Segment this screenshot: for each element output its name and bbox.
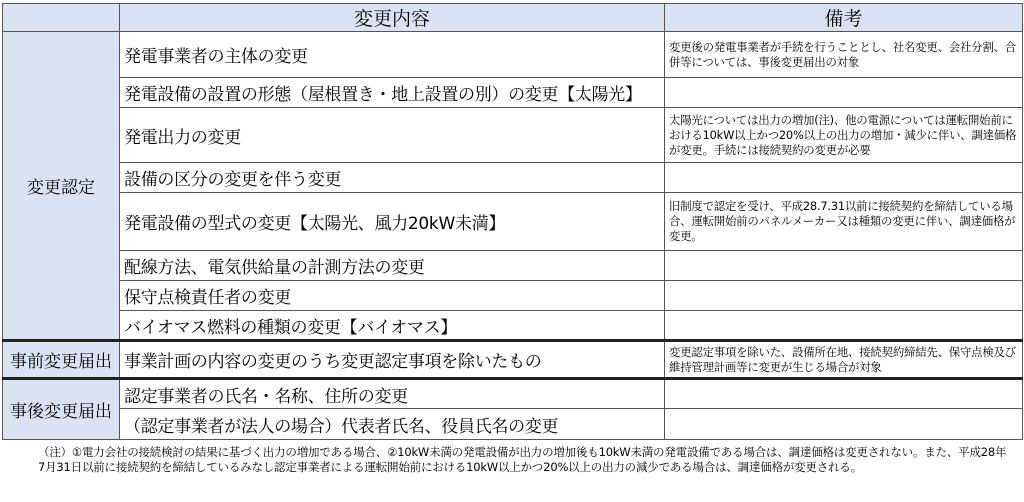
item-cell: 保守点検責任者の変更 [120,281,665,311]
table-row [3,311,1023,341]
item-cell: 発電出力の変更 [120,108,665,163]
header-row [3,4,1023,32]
remark-cell: 変更後の発電事業者が手続を行うこととし、社名変更、会社分割、合併等については、事後変更届出の対象 [665,32,1023,78]
remark-cell-empty [665,251,1023,281]
item-cell: バイオマス燃料の種類の変更【バイオマス】 [120,311,665,341]
item-cell: 設備の区分の変更を伴う変更 [120,163,665,193]
table-row [3,163,1023,193]
table-row [3,251,1023,281]
remark-cell-empty [665,379,1023,409]
remark-cell-empty [665,281,1023,311]
item-cell: 配線方法、電気供給量の計測方法の変更 [120,251,665,281]
footnote: （注）①電力会社の接続検討の結果に基づく出力の増加である場合、②10kW未満の発電設備が出力の増加後も10kW未満の発電設備である場合は、調達価格は変更されない。また、平成28年7月31日以前に接続契約を締結しているみなし認定事業者による運転開始前における10kW以上かつ20%以上の出力の減少である場合は、調達価格が変更される。 [38,445,1007,474]
group-label-prior-notification: 事前変更届出 [3,341,120,379]
remark-cell-empty [665,409,1023,440]
table-row [3,341,1023,379]
remark-cell-empty [665,311,1023,341]
item-cell: 発電設備の設置の形態（屋根置き・地上設置の別）の変更【太陽光】 [120,78,665,108]
remark-cell: 変更認定事項を除いた、設備所在地、接続契約締結先、保守点検及び維持管理計画等に変更が生じる場合が対象 [665,341,1023,379]
item-cell: 事業計画の内容の変更のうち変更認定事項を除いたもの [120,341,665,379]
item-cell: 発電設備の型式の変更【太陽光、風力20kW未満】 [120,193,665,251]
table-row [3,32,1023,78]
table-row [3,409,1023,440]
table-row [3,108,1023,163]
group-label-post-notification: 事後変更届出 [3,379,120,440]
item-cell: （認定事業者が法人の場合）代表者氏名、役員氏名の変更 [120,409,665,440]
remark-cell: 太陽光については出力の増加(注)、他の電源については運転開始前における10kW以上かつ20%以上の出力の増加・減少に伴い、調達価格が変更。手続には接続契約の変更が必要 [665,108,1023,163]
table-row [3,379,1023,409]
table-row [3,281,1023,311]
table-row [3,78,1023,108]
item-cell: 認定事業者の氏名・名称、住所の変更 [120,379,665,409]
group-label-change-approval: 変更認定 [3,32,120,341]
header-corner [3,4,120,32]
item-cell: 発電事業者の主体の変更 [120,32,665,78]
remark-cell: 旧制度で認定を受け、平成28.7.31以前に接続契約を締結している場合、運転開始前のパネルメーカー又は種類の変更に伴い、調達価格が変更。 [665,193,1023,251]
remark-cell-empty [665,78,1023,108]
header-remarks: 備考 [665,4,1023,32]
table-row [3,193,1023,251]
remark-cell-empty [665,163,1023,193]
header-content: 変更内容 [120,4,665,32]
change-procedure-table [2,3,1023,440]
